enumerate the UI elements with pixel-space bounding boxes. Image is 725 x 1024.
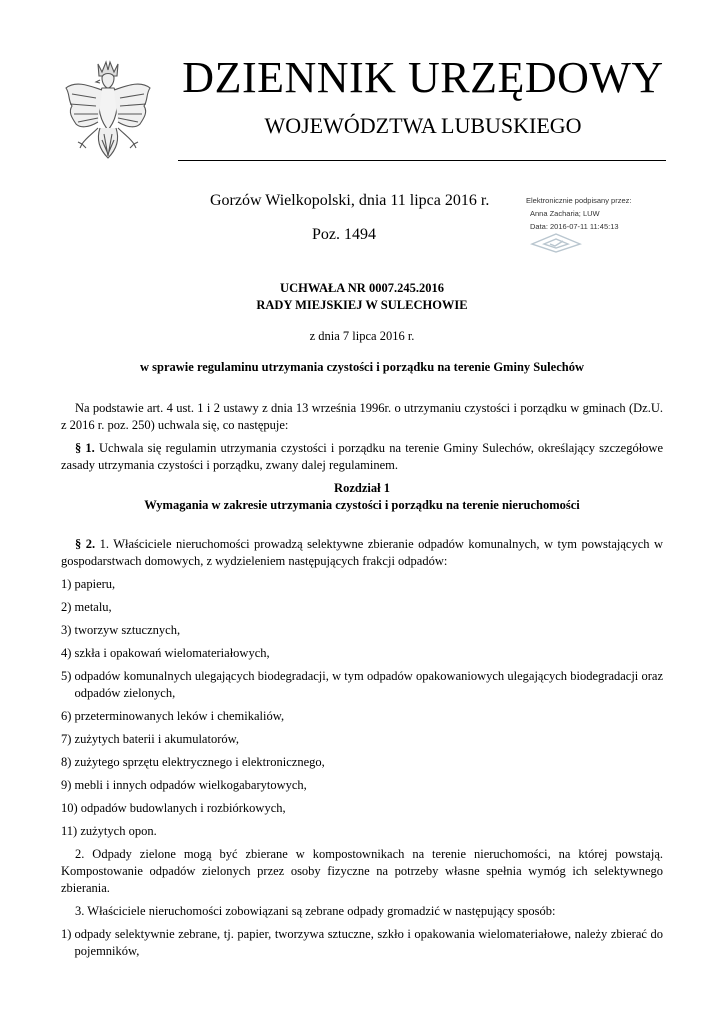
section-1 [61, 440, 663, 474]
journal-title: DZIENNIK URZĘDOWY [182, 53, 664, 102]
signature-line-3: Data: 2016-07-11 11:45:13 [530, 222, 619, 231]
list-item: 4) szkła i opakowań wielomateriałowych, [61, 646, 270, 660]
resolution-subject: w sprawie regulaminu utrzymania czystości i porządku na terenie Gminy Sulechów [140, 360, 584, 374]
journal-subtitle: WOJEWÓDZTWA LUBUSKIEGO [264, 113, 582, 138]
chapter-label: Rozdział 1 [334, 481, 390, 495]
section-2-text: 1. Właściciele nieruchomości prowadzą selektywne zbieranie odpadów komunalnych, w tym powstających w gospodarstwach domowych, z wydzieleniem następujących frakcji odpadów: [61, 537, 663, 568]
list-item: 1) odpady selektywnie zebrane, tj. papier, tworzywa sztuczne, szkło i opakowania wielomateriałowe, należy zbierać do pojemników, [61, 927, 663, 958]
resolution-date: z dnia 7 lipca 2016 r. [309, 329, 415, 343]
legal-basis: Na podstawie art. 4 ust. 1 i 2 ustawy z dnia 13 września 1996r. o utrzymaniu czystości i porządku w gminach (Dz.U. z 2016 r. poz. 250) uchwala się, co następuje: [61, 401, 663, 432]
signature-line-1: Elektronicznie podpisany przez: [526, 196, 632, 205]
list-item: 9) mebli i innych odpadów wielkogabarytowych, [61, 778, 307, 792]
paragraph-2: 2. Odpady zielone mogą być zbierane w kompostownikach na terenie nieruchomości, na której powstają. Kompostowanie odpadów zielonych przez osoby fizyczne na potrzeby własne spełnia wymóg ich selektywnego zbierania. [61, 847, 663, 895]
paragraph-3: 3. Właściciele nieruchomości zobowiązani są zebrane odpady gromadzić w następujący sposób: [75, 904, 556, 918]
list-item: 5) odpadów komunalnych ulegających biodegradacji, w tym odpadów opakowaniowych ulegających biodegradacji oraz odpadów zielonych, [61, 669, 663, 700]
document-body [61, 280, 663, 960]
coat-of-arms-eagle-icon [62, 58, 154, 166]
section-1-label: § 1. [75, 441, 95, 455]
signature-line-2: Anna Zacharia; LUW [530, 209, 600, 218]
section-2-label: § 2. [75, 537, 96, 551]
resolution-body: RADY MIEJSKIEJ W SULECHOWIE [256, 298, 468, 312]
chapter-title: Wymagania w zakresie utrzymania czystości i porządku na terenie nieruchomości [144, 498, 580, 512]
list-item: 10) odpadów budowlanych i rozbiórkowych, [61, 801, 286, 815]
resolution-number: UCHWAŁA NR 0007.245.2016 [280, 281, 444, 295]
place-and-date: Gorzów Wielkopolski, dnia 11 lipca 2016 r. [210, 192, 490, 209]
position-number: Poz. 1494 [312, 226, 376, 243]
list-item: 8) zużytego sprzętu elektrycznego i elektronicznego, [61, 755, 325, 769]
fractions-list [61, 576, 663, 840]
section-2 [61, 536, 663, 570]
list-item: 7) zużytych baterii i akumulatorów, [61, 732, 239, 746]
list-item: 6) przeterminowanych leków i chemikaliów, [61, 709, 285, 723]
list-item: 1) papieru, [61, 577, 116, 591]
electronic-signature [526, 194, 686, 233]
signature-check-icon [530, 232, 582, 254]
list-item: 2) metalu, [61, 600, 112, 614]
list-item: 11) zużytych opon. [61, 824, 157, 838]
header-divider [178, 160, 666, 161]
list-item: 3) tworzyw sztucznych, [61, 623, 181, 637]
section-1-text: Uchwala się regulamin utrzymania czystości i porządku na terenie Gminy Sulechów, określający szczegółowe zasady utrzymania czystości i porządku, zwany dalej regulaminem. [61, 441, 664, 472]
